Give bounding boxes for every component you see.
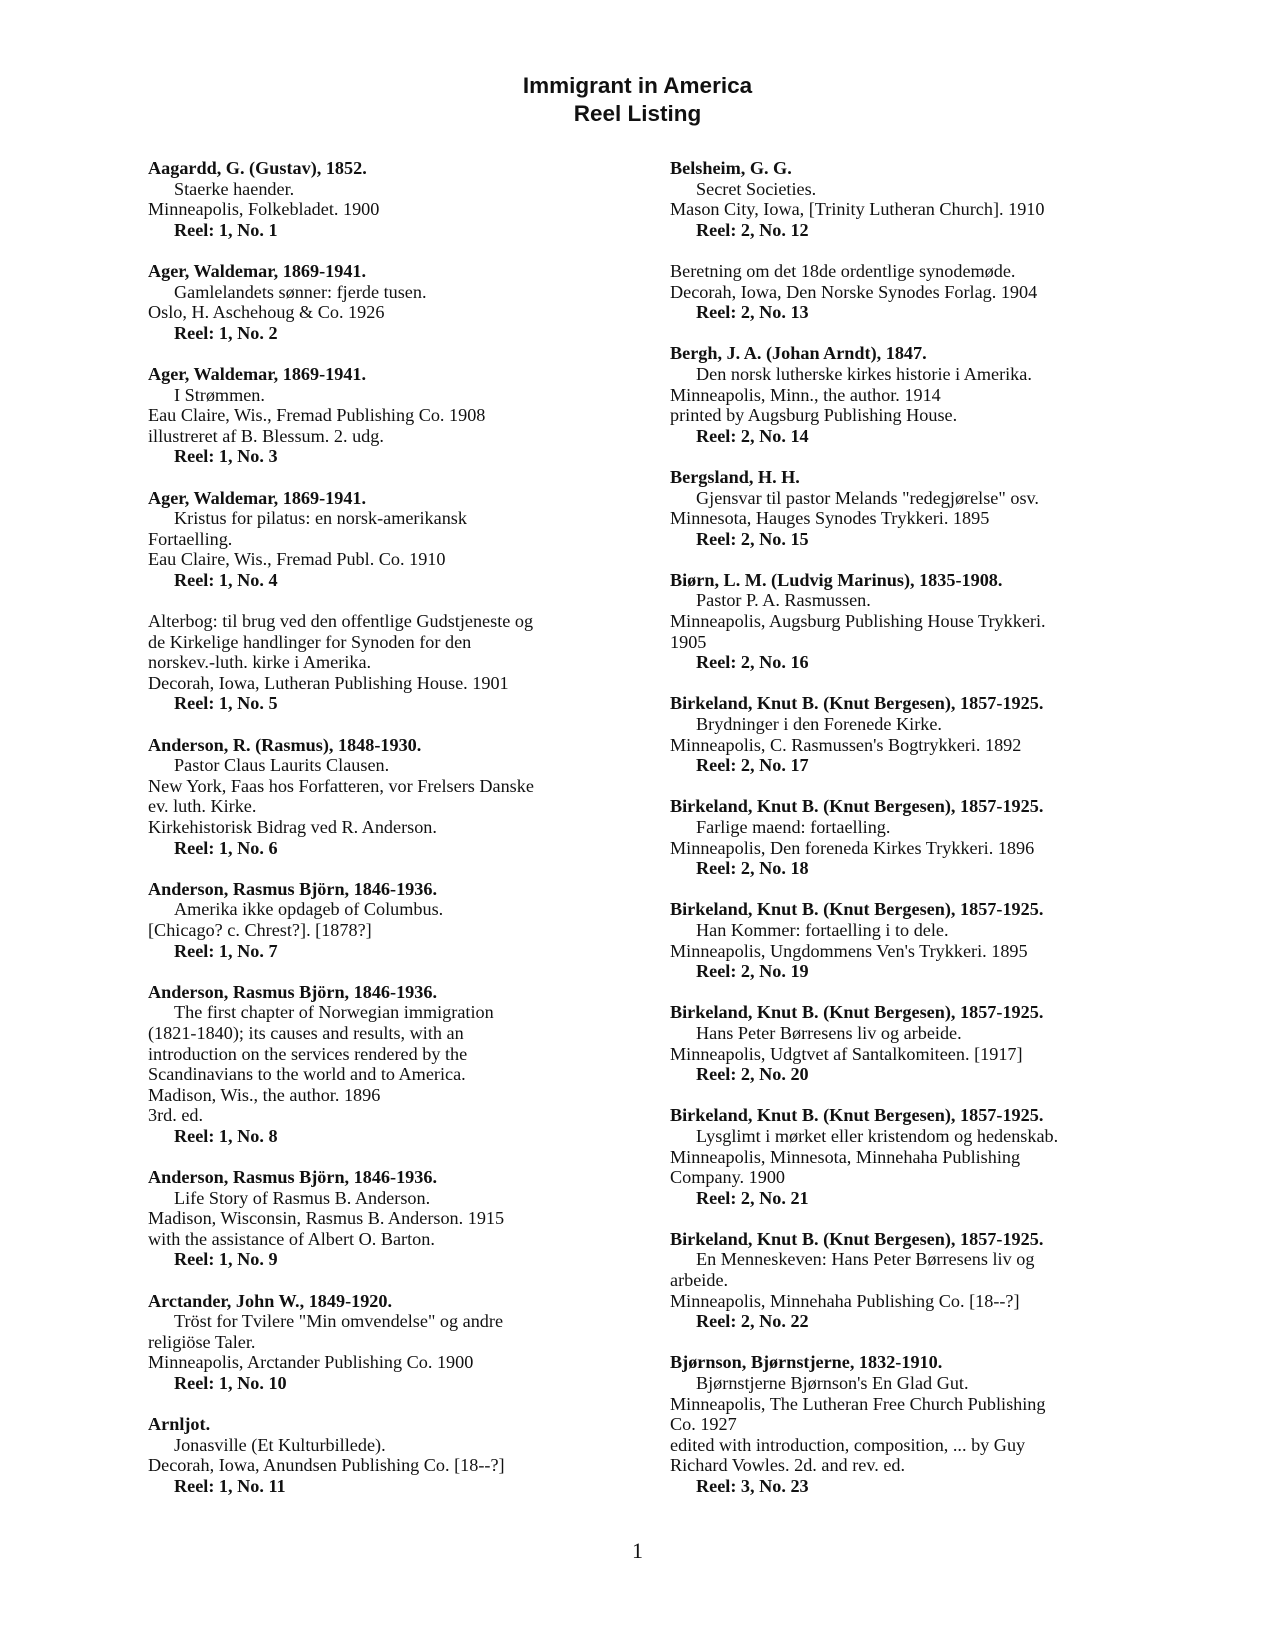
entry-author: Anderson, Rasmus Björn, 1846-1936. [148, 981, 438, 1002]
entry-detail: Mason City, Iowa, [Trinity Lutheran Church]. 1910 [670, 199, 1045, 220]
listing-entry [670, 693, 1130, 775]
entry-detail: (1821-1840); its causes and results, with an [148, 1022, 464, 1043]
entry-title: Hans Peter Børresens liv og arbeide. [696, 1022, 962, 1043]
entry-title: Tröst for Tvilere "Min omvendelse" og andre [174, 1311, 504, 1332]
page-subtitle: Reel Listing [573, 101, 702, 126]
entry-detail: Decorah, Iowa, Den Norske Synodes Forlag. 1904 [670, 281, 1038, 302]
entry-detail: Minneapolis, Folkebladet. 1900 [148, 199, 380, 220]
entry-detail: Madison, Wisconsin, Rasmus B. Anderson. 1915 [148, 1208, 505, 1229]
entry-detail: Alterbog: til brug ved den offentlige Gudstjeneste og [148, 611, 534, 632]
entry-title: Brydninger i den Forenede Kirke. [696, 714, 942, 735]
entry-detail: Madison, Wis., the author. 1896 [148, 1084, 381, 1105]
entry-reel: Reel: 1, No. 1 [174, 219, 278, 240]
entry-author: Belsheim, G. G. [670, 158, 792, 178]
entry-title: I Strømmen. [174, 384, 265, 405]
listing-entry [148, 1167, 588, 1270]
entry-author: Aagardd, G. (Gustav), 1852. [148, 158, 367, 178]
listing-entry [670, 796, 1130, 878]
entry-title: En Menneskeven: Hans Peter Børresens liv og [696, 1249, 1035, 1270]
entry-detail: Company. 1900 [670, 1167, 786, 1188]
entry-detail: printed by Augsburg Publishing House. [670, 405, 958, 426]
entry-title: Gjensvar til pastor Melands "redegjørelse" osv. [696, 487, 1039, 508]
listing-entry [670, 467, 1130, 549]
entry-detail: Eau Claire, Wis., Fremad Publ. Co. 1910 [148, 549, 446, 570]
entry-author: Biørn, L. M. (Ludvig Marinus), 1835-1908. [670, 569, 1003, 590]
entry-reel: Reel: 1, No. 3 [174, 446, 278, 467]
entry-detail: Co. 1927 [670, 1414, 737, 1435]
entry-title: Bjørnstjerne Bjørnson's En Glad Gut. [696, 1373, 969, 1394]
entry-title: Jonasville (Et Kulturbillede). [174, 1434, 386, 1455]
entry-detail: with the assistance of Albert O. Barton. [148, 1228, 435, 1249]
listing-entry [148, 158, 588, 240]
entry-author: Birkeland, Knut B. (Knut Bergesen), 1857-1925. [670, 1228, 1044, 1249]
entry-reel: Reel: 1, No. 9 [174, 1249, 278, 1270]
entry-reel: Reel: 1, No. 8 [174, 1125, 278, 1146]
entry-detail: ev. luth. Kirke. [148, 796, 257, 817]
title-block [0, 72, 1275, 128]
listing-entry [148, 982, 588, 1147]
entry-detail: illustreret af B. Blessum. 2. udg. [148, 425, 384, 446]
entry-reel: Reel: 2, No. 16 [696, 652, 809, 673]
entry-reel: Reel: 1, No. 10 [174, 1373, 287, 1394]
entry-detail: Decorah, Iowa, Anundsen Publishing Co. [18--?] [148, 1455, 505, 1476]
entry-detail: 1905 [670, 631, 707, 652]
page-number: 1 [632, 1538, 643, 1563]
listing-entry [670, 1352, 1130, 1496]
entry-reel: Reel: 2, No. 21 [696, 1187, 809, 1208]
entry-reel: Reel: 2, No. 19 [696, 961, 809, 982]
entry-reel: Reel: 2, No. 17 [696, 755, 809, 776]
entry-reel: Reel: 1, No. 6 [174, 837, 278, 858]
listing-entry [148, 879, 588, 961]
entry-detail: Minneapolis, Augsburg Publishing House Trykkeri. [670, 611, 1046, 632]
listing-entry [670, 261, 1130, 323]
entry-detail: 3rd. ed. [148, 1105, 204, 1126]
listing-entry [148, 364, 588, 467]
entry-detail: religiöse Taler. [148, 1331, 256, 1352]
entry-author: Arctander, John W., 1849-1920. [148, 1290, 393, 1311]
entry-title: Pastor Claus Laurits Clausen. [174, 755, 390, 776]
entry-author: Ager, Waldemar, 1869-1941. [148, 260, 367, 281]
entry-title: Han Kommer: fortaelling i to dele. [696, 919, 949, 940]
entry-detail: Fortaelling. [148, 528, 233, 549]
listing-entry [670, 899, 1130, 981]
entry-title: Secret Societies. [696, 178, 817, 199]
entry-reel: Reel: 2, No. 20 [696, 1064, 809, 1085]
entry-title: Farlige maend: fortaelling. [696, 817, 891, 837]
entry-detail: Eau Claire, Wis., Fremad Publishing Co. 1908 [148, 405, 486, 426]
entry-detail: Minneapolis, Minnehaha Publishing Co. [18--?] [670, 1290, 1020, 1311]
entry-reel: Reel: 2, No. 15 [696, 528, 809, 549]
entry-title: Den norsk lutherske kirkes historie i Amerika. [696, 363, 1032, 384]
entry-detail: arbeide. [670, 1270, 729, 1291]
entry-detail: introduction on the services rendered by the [148, 1043, 468, 1064]
entry-detail: Minneapolis, Arctander Publishing Co. 1900 [148, 1352, 474, 1373]
entry-detail: Minneapolis, C. Rasmussen's Bogtrykkeri. 1892 [670, 734, 1022, 755]
listing-entry [670, 1105, 1130, 1208]
entry-reel: Reel: 1, No. 2 [174, 322, 278, 343]
listing-entry [670, 158, 1130, 240]
listing-entry [670, 1229, 1130, 1332]
entry-reel: Reel: 1, No. 4 [174, 569, 278, 590]
entry-reel: Reel: 3, No. 23 [696, 1476, 809, 1496]
entry-title: Staerke haender. [174, 178, 295, 199]
entry-reel: Reel: 1, No. 5 [174, 693, 278, 714]
listing-entry [148, 735, 588, 859]
entry-detail: Beretning om det 18de ordentlige synodemøde. [670, 260, 1016, 281]
entry-detail: edited with introduction, composition, ... by Guy [670, 1434, 1026, 1455]
entry-detail: Scandinavians to the world and to America. [148, 1064, 466, 1085]
listing-entry [148, 611, 588, 714]
entry-detail: norskev.-luth. kirke i Amerika. [148, 652, 372, 673]
left-column [148, 158, 588, 1517]
entry-detail: Minneapolis, Minn., the author. 1914 [670, 384, 941, 405]
entry-title: Amerika ikke opdageb of Columbus. [174, 899, 444, 920]
entry-author: Anderson, Rasmus Björn, 1846-1936. [148, 878, 438, 899]
entry-detail: New York, Faas hos Forfatteren, vor Frelsers Danske [148, 775, 534, 796]
entry-detail: Minneapolis, Minnesota, Minnehaha Publishing [670, 1146, 1021, 1167]
entry-detail: Minneapolis, Den foreneda Kirkes Trykkeri. 1896 [670, 837, 1035, 858]
entry-author: Bjørnson, Bjørnstjerne, 1832-1910. [670, 1352, 943, 1373]
entry-author: Anderson, Rasmus Björn, 1846-1936. [148, 1167, 438, 1188]
entry-title: Gamlelandets sønner: fjerde tusen. [174, 281, 427, 302]
entry-reel: Reel: 2, No. 12 [696, 219, 809, 240]
entry-author: Birkeland, Knut B. (Knut Bergesen), 1857-1925. [670, 1002, 1044, 1023]
entry-detail: Minneapolis, The Lutheran Free Church Publishing [670, 1393, 1046, 1414]
entry-title: Kristus for pilatus: en norsk-amerikansk [174, 508, 467, 529]
entry-detail: Minnesota, Hauges Synodes Trykkeri. 1895 [670, 508, 990, 529]
entry-reel: Reel: 1, No. 11 [174, 1476, 286, 1496]
entry-title: The first chapter of Norwegian immigration [174, 1002, 494, 1023]
listing-entry [148, 488, 588, 591]
page-title: Immigrant in America [522, 73, 753, 98]
entry-detail: Minneapolis, Ungdommens Ven's Trykkeri. 1895 [670, 940, 1028, 961]
listing-entry [670, 343, 1130, 446]
entry-author: Anderson, R. (Rasmus), 1848-1930. [148, 734, 422, 755]
right-column [670, 158, 1130, 1517]
entry-detail: Decorah, Iowa, Lutheran Publishing House. 1901 [148, 672, 509, 693]
entry-title: Pastor P. A. Rasmussen. [696, 590, 871, 611]
entry-author: Ager, Waldemar, 1869-1941. [148, 363, 367, 384]
listing-entry [148, 1414, 588, 1496]
listing-entry [148, 1291, 588, 1394]
entry-author: Arnljot. [148, 1414, 211, 1435]
entry-title: Life Story of Rasmus B. Anderson. [174, 1187, 431, 1208]
entry-detail: [Chicago? c. Chrest?]. [1878?] [148, 919, 372, 940]
entry-detail: de Kirkelige handlinger for Synoden for den [148, 631, 472, 652]
entry-author: Birkeland, Knut B. (Knut Bergesen), 1857-1925. [670, 693, 1044, 714]
entry-reel: Reel: 2, No. 14 [696, 425, 809, 446]
entry-author: Bergh, J. A. (Johan Arndt), 1847. [670, 343, 927, 364]
entry-detail: Richard Vowles. 2d. and rev. ed. [670, 1455, 906, 1476]
entry-author: Ager, Waldemar, 1869-1941. [148, 487, 367, 508]
entry-author: Birkeland, Knut B. (Knut Bergesen), 1857-1925. [670, 1105, 1044, 1126]
entry-reel: Reel: 2, No. 18 [696, 858, 809, 879]
entry-detail: Minneapolis, Udgtvet af Santalkomiteen. [1917] [670, 1043, 1023, 1064]
entry-author: Birkeland, Knut B. (Knut Bergesen), 1857-1925. [670, 796, 1044, 817]
listing-entry [670, 570, 1130, 673]
listing-entry [670, 1002, 1130, 1084]
entry-author: Birkeland, Knut B. (Knut Bergesen), 1857-1925. [670, 899, 1044, 920]
entry-reel: Reel: 2, No. 22 [696, 1311, 809, 1332]
entry-detail: Oslo, H. Aschehoug & Co. 1926 [148, 302, 385, 323]
entry-reel: Reel: 2, No. 13 [696, 302, 809, 323]
entry-reel: Reel: 1, No. 7 [174, 940, 278, 961]
entry-title: Lysglimt i mørket eller kristendom og hedenskab. [696, 1125, 1059, 1146]
entry-author: Bergsland, H. H. [670, 466, 800, 487]
entry-detail: Kirkehistorisk Bidrag ved R. Anderson. [148, 817, 437, 837]
listing-entry [148, 261, 588, 343]
